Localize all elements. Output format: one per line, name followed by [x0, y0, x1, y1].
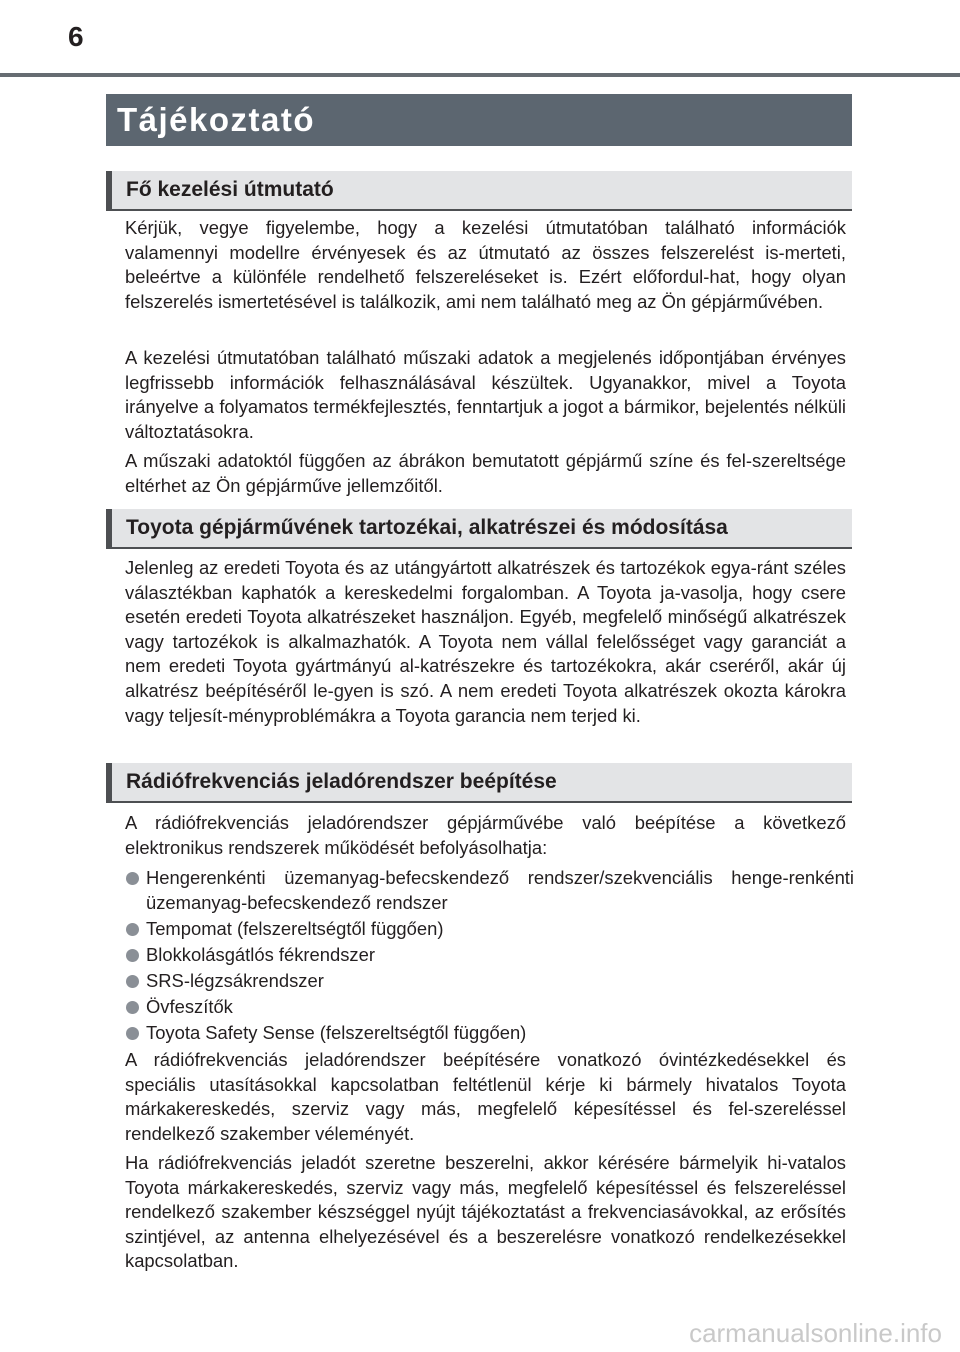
- bullet-icon: [126, 1001, 139, 1014]
- list-item-text: Blokkolásgátlós fékrendszer: [146, 944, 375, 965]
- watermark: carmanualsonline.info: [689, 1318, 942, 1348]
- list-item: [125, 866, 854, 915]
- section-heading-main-manual: [106, 171, 852, 211]
- list-item: [125, 917, 854, 942]
- bullet-icon: [126, 923, 139, 936]
- list-item: [125, 995, 854, 1020]
- list-item: [125, 943, 854, 968]
- list-item: [125, 969, 854, 994]
- section-heading-text: Rádiófrekvenciás jeladórendszer beépítése: [126, 770, 557, 793]
- section-heading-text: Toyota gépjárművének tartozékai, alkatrészei és módosítása: [126, 516, 728, 539]
- bullet-icon: [126, 975, 139, 988]
- chapter-title: Tájékoztató: [106, 94, 852, 146]
- list-item-text: Övfeszítők: [146, 996, 233, 1017]
- heading-bar: [106, 763, 112, 801]
- section-heading-accessories: [106, 509, 852, 549]
- bullet-icon: [126, 1027, 139, 1040]
- page-number: 6: [68, 21, 84, 52]
- list-item-text: Toyota Safety Sense (felszereltségtől függően): [146, 1022, 527, 1043]
- bullet-icon: [126, 949, 139, 962]
- list-item-text: Hengerenkénti üzemanyag-befecskendező rendszer/szekvenciális henge-renkénti üzemanyag-befecskendező rendszer: [146, 867, 854, 913]
- section-heading-radio-transmitter: [106, 763, 852, 803]
- list-item-text: Tempomat (felszereltségtől függően): [146, 918, 444, 939]
- intro-paragraph: A rádiófrekvenciás jeladórendszer gépjárművébe való beépítése a következő elektronikus rendszerek működését befolyásolhatja:: [125, 812, 846, 858]
- paragraph: A műszaki adatoktól függően az ábrákon bemutatott gépjármű színe és fel-szereltsége eltérhet az Ön gépjárműve jellemzőitől.: [125, 450, 846, 496]
- heading-bar: [106, 171, 112, 209]
- bullet-icon: [126, 872, 139, 885]
- paragraph: Kérjük, vegye figyelembe, hogy a kezelési útmutatóban található információk valamennyi modellre érvényesek és az útmutató az összes felszerelést is-merteti, beleértve a különféle rendelhető felszereléseket is. Ezért előfordul-hat, hogy olyan felszerelés ismertetésével is találkozik, ami nem található meg az Ön gépjárművében.: [125, 217, 846, 312]
- list-item-text: SRS-légzsákrendszer: [146, 970, 324, 991]
- heading-bar: [106, 509, 112, 547]
- paragraph: A rádiófrekvenciás jeladórendszer beépítésére vonatkozó óvintézkedésekkel és speciális utasításokkal kapcsolatban feltétlenül kérje ki bármely hivatalos Toyota márkakereskedés, szerviz vagy más, megfelelő képesítéssel és fel-szereléssel rendelkező szakember véleményét.: [125, 1049, 846, 1144]
- section-heading-text: Fő kezelési útmutató: [126, 178, 334, 201]
- paragraph: Jelenleg az eredeti Toyota és az utángyártott alkatrészek és tartozékok egya-ránt széles választékban kaphatók a kereskedelmi forgalomban. A Toyota ja-vasolja, hogy csere esetén eredeti Toyota alkatrészeket használjon. Egyéb, megfelelő minőségű alkatrészek vagy tartozékok is alkalmazhatók. A Toyota nem vállal felelősséget vagy garanciát a nem eredeti Toyota gyártmányú al-katrészekre és tartozékokra, akár cseréről, akár új alkatrész beépítéséről le-gyen is szó. A nem eredeti Toyota alkatrészek okozta károkra vagy teljesít-ményproblémákra a Toyota garancia nem terjed ki.: [125, 557, 846, 726]
- paragraph: Ha rádiófrekvenciás jeladót szeretne beszerelni, akkor kérésére bármelyik hi-vatalos Toyota márkakereskedés, szerviz vagy más, megfelelő képesítéssel és felszereléssel rendelkező szakember készséggel nyújt tájékoztatást a frekvenciasávokkal, az erősítés szintjével, az antenna elhelyezésével és a beszerelésre vonatkozó rendelkezésekkel kapcsolatban.: [125, 1152, 846, 1272]
- list-item: [125, 1021, 854, 1046]
- top-rule: [0, 73, 960, 77]
- paragraph: A kezelési útmutatóban található műszaki adatok a megjelenés időpontjában érvényes legfrissebb információk felhasználásával készültek. Ugyanakkor, mivel a Toyota irányelve a folyamatos termékfejlesztés, fenntartjuk a jogot a bármikor, bejelentés nélküli változtatásokra.: [125, 347, 846, 442]
